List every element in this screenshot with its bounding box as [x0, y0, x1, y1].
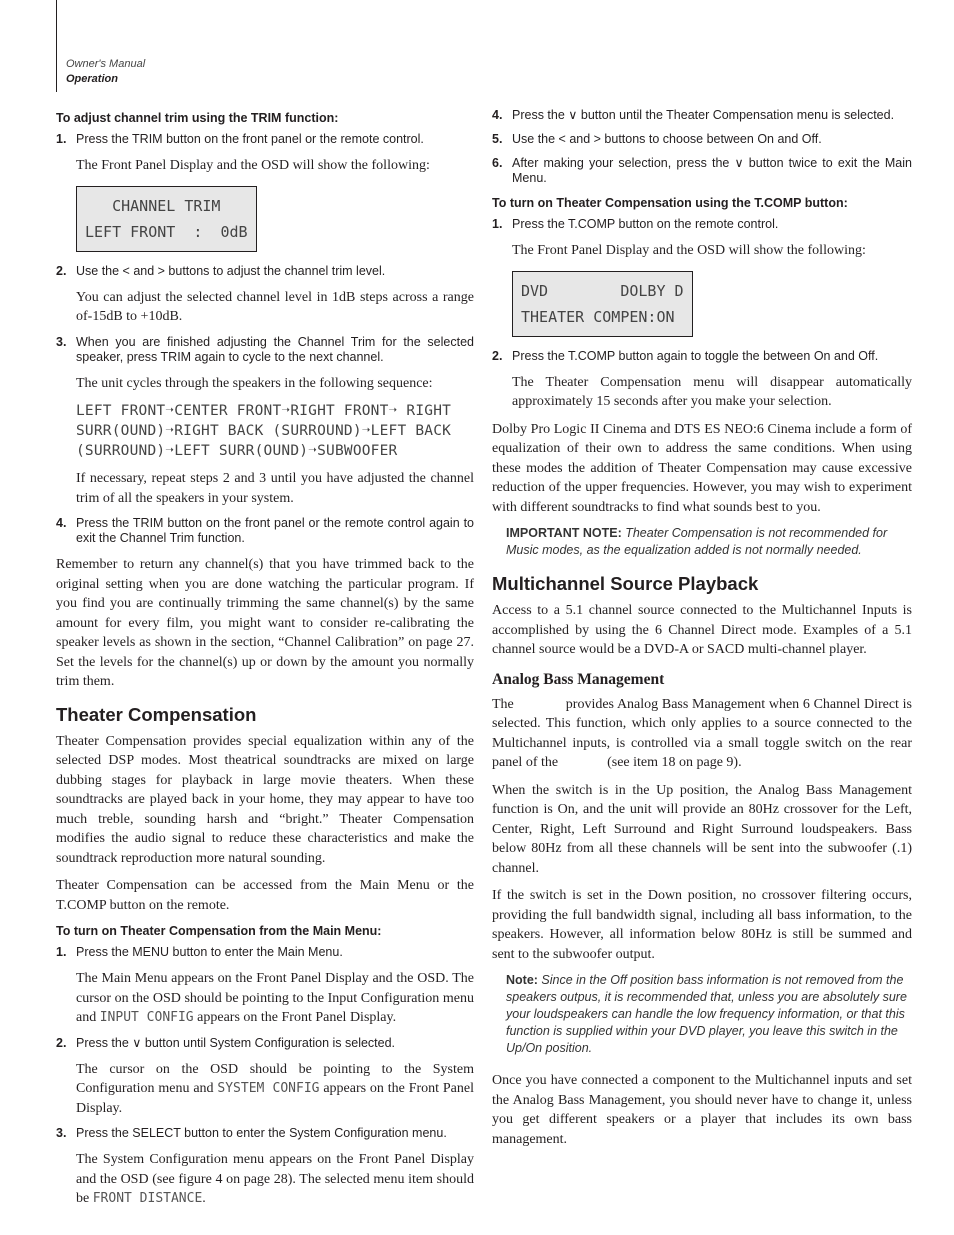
- left-column: [56, 108, 474, 1217]
- tcomp-display: DVD DOLBY D THEATER COMPEN:ON: [512, 271, 693, 337]
- trim-step-1-para: The Front Panel Display and the OSD will show the following:: [76, 158, 430, 173]
- abm-para-3: If the switch is set in the Down position, no crossover filtering occurs, providing the full bandwidth signal, including all bass information, to the speakers. However, all information below 80Hz is still be summed and sent to the subwoofer output.: [492, 888, 912, 962]
- tc-step-3: 3. Press the SELECT button to enter the System Configuration menu.: [56, 1126, 447, 1140]
- system-config-code: SYSTEM CONFIG: [217, 1081, 320, 1096]
- remember-para: Remember to return any channel(s) that you have trimmed back to the original setting when you are done watching the particular program. If you find you are continually trimming the same channel(s) by the same amount for every film, you might want to consider re-calibrating the speaker levels as shown in the section, “Channel Calibration” on page 27. Set the levels for the channel(s) up or down by the amount you normally trim them.: [56, 557, 474, 689]
- abm-para-2: When the switch is in the Up position, the Analog Bass Management function is On, and the unit will provide an 80Hz crossover for the Left, Center, Right, Left Surround and Right Surround loudspeakers. Bass below 80Hz from all these channels will be sent into the subwoofer (.1) channel.: [492, 782, 912, 876]
- tc-step-2: 2. Press the ∨ button until System Configuration is selected.: [56, 1035, 396, 1050]
- tc-step-1: 1. Press the MENU button to enter the Main Menu.: [56, 945, 343, 959]
- final-para: Once you have connected a component to the Multichannel inputs and set the Analog Bass Management, you should never have to change it, unless you get different speakers or a player that includes its own bass management.: [492, 1073, 912, 1147]
- tc-menu-heading: To turn on Theater Compensation from the Main Menu:: [56, 924, 382, 938]
- margin-rule: [56, 0, 57, 92]
- trim-step-2-para: You can adjust the selected channel level in 1dB steps across a range of-15dB to +10dB.: [76, 289, 474, 324]
- note-label: Note:: [506, 973, 538, 987]
- multichannel-para: Access to a 5.1 channel source connected to the Multichannel Inputs is accomplished by using the 6 Channel Direct mode. Examples of a 5.1 channel source would be a DVD-A or SACD multi-channel player.: [492, 603, 912, 657]
- tc-step-4: 4. Press the ∨ button until the Theater Compensation menu is selected.: [492, 108, 895, 122]
- trim-display: CHANNEL TRIM LEFT FRONT : 0dB: [76, 186, 257, 252]
- trim-heading: To adjust channel trim using the TRIM function:: [56, 111, 339, 125]
- right-column: [492, 108, 916, 1157]
- tcomp-step-1: 1. Press the T.COMP button on the remote control.: [492, 217, 779, 231]
- tc-para-1: Theater Compensation provides special equalization within any of the selected DSP modes. Most theatrical soundtracks are mixed on large dubbing stages for playback in large movie theaters. When these soundtracks are played back in your home, they may appear to have too much treble, sounding harsh and “bright.” Theater Compensation modifies the audio signal to reduce these characteristics and make the soundtrack reproduction more natural sounding.: [56, 733, 474, 866]
- multichannel-title: Multichannel Source Playback: [492, 573, 759, 594]
- analog-bass-title: Analog Bass Management: [492, 670, 665, 688]
- theater-compensation-title: Theater Compensation: [56, 703, 257, 725]
- front-distance-code: FRONT DISTANCE: [92, 1191, 203, 1206]
- important-note: IMPORTANT NOTE: Theater Compensation is not recommended for Music modes, as the equalization added is not normally needed.: [506, 526, 888, 557]
- tcomp-step-2: 2. Press the T.COMP button again to toggle the between On and Off.: [492, 348, 879, 363]
- trim-step-1: 1. Press the TRIM button on the front panel or the remote control.: [56, 132, 424, 146]
- tc-step-3-para: The System Configuration menu appears on the Front Panel Display and the OSD (see figure 4 on page 28). The selected menu item should be FRONT DISTANCE.: [76, 1152, 474, 1206]
- tc-step-6: 6. After making your selection, press the ∨ button twice to exit the Main Menu.: [492, 156, 912, 185]
- tc-step-2-para: The cursor on the OSD should be pointing to the System Configuration menu and SYSTEM CONFIG appears on the Front Panel Display.: [76, 1061, 474, 1116]
- tc-step-1-para: The Main Menu appears on the Front Panel Display and the OSD. The cursor on the OSD should be pointing to the Input Configuration menu and INPUT CONFIG appears on the Front Panel Display.: [76, 971, 474, 1025]
- important-note-label: IMPORTANT NOTE:: [506, 526, 622, 540]
- trim-repeat-para: If necessary, repeat steps 2 and 3 until you have adjusted the channel trim of all the speakers in your system.: [76, 471, 474, 506]
- tc-step-5: 5. Use the < and > buttons to choose between On and Off.: [492, 132, 822, 146]
- trim-step-3: 3. When you are finished adjusting the Channel Trim for the selected speaker, press TRIM again to cycle to the next channel.: [56, 334, 474, 364]
- manual-label: Owner's Manual: [66, 58, 146, 70]
- input-config-code: INPUT CONFIG: [99, 1010, 194, 1025]
- speaker-sequence: LEFT FRONT➝CENTER FRONT➝RIGHT FRONT➝ RIGHT SURR(OUND)➝RIGHT BACK (SURROUND)➝LEFT BACK (SURROUND)➝LEFT SURR(OUND)➝SUBWOOFER: [76, 403, 452, 459]
- tcomp-step-1-para: The Front Panel Display and the OSD will show the following:: [512, 243, 866, 258]
- tcomp-step-2-para: The Theater Compensation menu will disappear automatically approximately 15 seconds after you make your selection.: [512, 374, 912, 409]
- abm-para-1: The provides Analog Bass Management when 6 Channel Direct is selected. This function, which only applies to a source connected to the Multichannel inputs, is controlled via a small toggle switch on the rear panel of the (see item 18 on page 9).: [492, 696, 916, 770]
- trim-step-2: 2. Use the < and > buttons to adjust the channel trim level.: [56, 263, 386, 278]
- trim-step-4: 4. Press the TRIM button on the front panel or the remote control again to exit the Channel Trim function.: [56, 516, 474, 545]
- dolby-para: Dolby Pro Logic II Cinema and DTS ES NEO:6 Cinema include a form of equalization of their own to address the same conditions. When using these modes the addition of Theater Compensation may cause excessive reduction of the upper frequencies. However, you may wish to experiment with different soundtracks to find what sounds best to you.: [492, 421, 912, 515]
- bass-note: Note: Since in the Off position bass information is not removed from the speakers outpus, it is recommended that, unless you are absolutely sure your loudspeakers can handle the low frequency information, or that this function is supplied within your DVD player, you leave this switch in the Up/On position.: [506, 973, 907, 1055]
- section-label: Operation: [66, 73, 118, 85]
- trim-step-3-para: The unit cycles through the speakers in the following sequence:: [76, 375, 433, 391]
- tcomp-heading: To turn on Theater Compensation using the T.COMP button:: [492, 196, 848, 210]
- tc-para-2: Theater Compensation can be accessed from the Main Menu or the T.COMP button on the remote.: [56, 878, 474, 913]
- page-header: [66, 57, 145, 87]
